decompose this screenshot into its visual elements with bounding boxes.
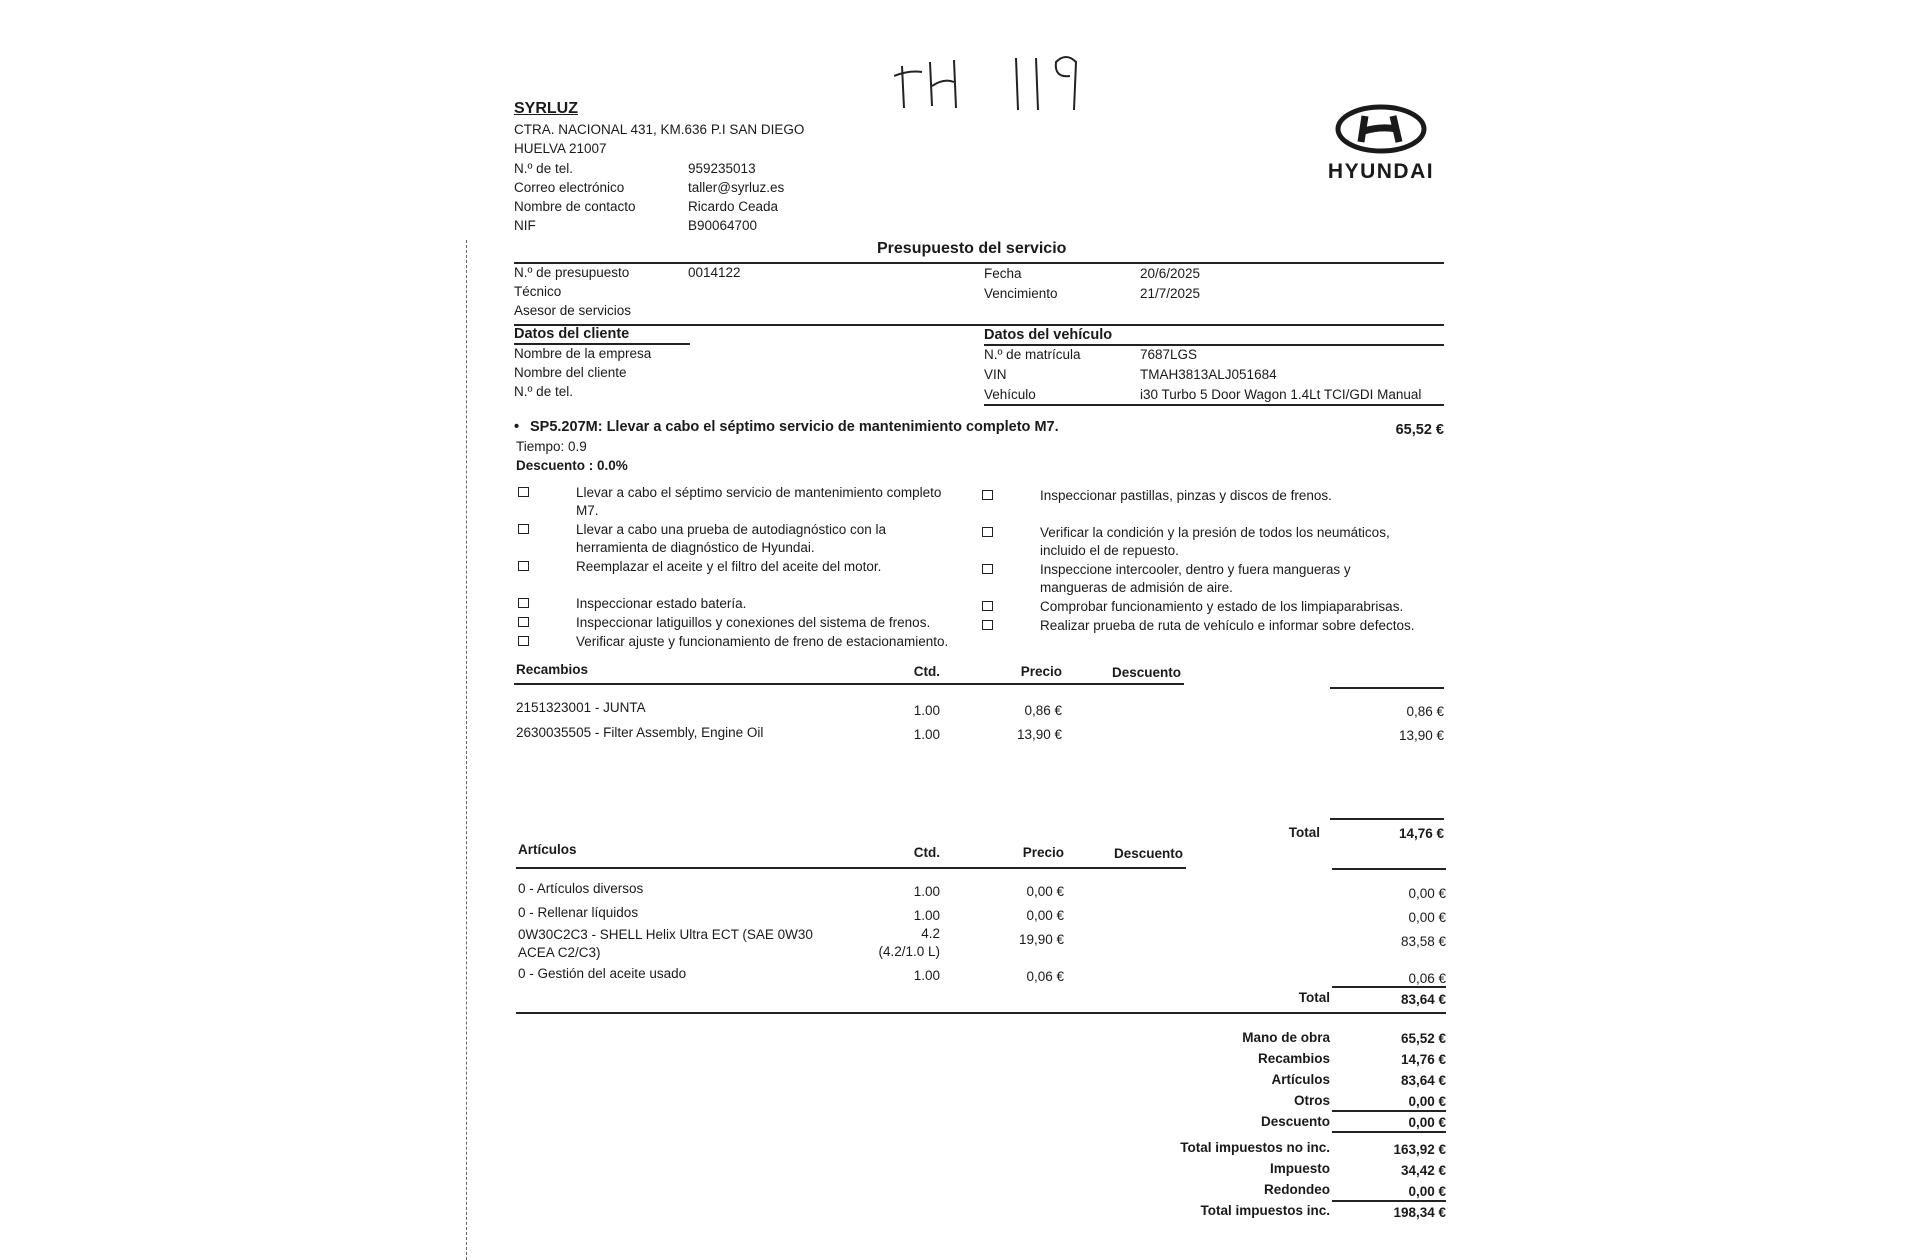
summary-labour-label: Mano de obra bbox=[1242, 1030, 1330, 1045]
date-value: 20/6/2025 bbox=[1140, 266, 1201, 281]
summary-tax-label: Impuesto bbox=[1269, 1161, 1330, 1176]
summary-articles-value: 83,64 € bbox=[1400, 1073, 1446, 1088]
vehicle-model-label: Vehículo bbox=[984, 387, 1036, 402]
articles-total-column-rule bbox=[1332, 868, 1446, 870]
summary-subtotal-value: 163,92 € bbox=[1393, 1142, 1446, 1157]
table-row-part-price: 0,86 € bbox=[1024, 703, 1062, 718]
service-title: SP5.207M: Llevar a cabo el séptimo servicio de mantenimiento completo M7. bbox=[530, 419, 1059, 435]
company-nif-value: B90064700 bbox=[688, 218, 758, 233]
table-row-article-price: 0,00 € bbox=[1026, 884, 1064, 899]
articles-total-value: 83,64 € bbox=[1400, 992, 1446, 1007]
parts-header-rule bbox=[514, 683, 1184, 685]
task-item: Verificar la condición y la presión de todos los neumáticos, incluido el de repuesto. bbox=[1040, 525, 1390, 558]
title-rule bbox=[514, 262, 1444, 264]
table-row-article-price: 0,06 € bbox=[1026, 969, 1064, 984]
task-item: Reemplazar el aceite y el filtro del aceite del motor. bbox=[576, 559, 882, 574]
summary-discount-rule bbox=[1332, 1131, 1446, 1133]
company-email-label: Correo electrónico bbox=[514, 180, 625, 195]
summary-articles-label: Artículos bbox=[1271, 1072, 1330, 1087]
task-item: Inspeccionar estado batería. bbox=[576, 596, 747, 611]
task-checkbox bbox=[982, 490, 993, 500]
summary-parts-value: 14,76 € bbox=[1400, 1052, 1446, 1067]
table-row-article-price: 0,00 € bbox=[1026, 908, 1064, 923]
task-checkbox bbox=[518, 487, 529, 497]
task-item: Llevar a cabo el séptimo servicio de mantenimiento completo M7. bbox=[576, 485, 942, 518]
task-checkbox bbox=[518, 598, 529, 608]
company-nif-label: NIF bbox=[514, 218, 536, 233]
articles-total-label: Total bbox=[1298, 990, 1330, 1005]
table-row-part-total: 13,90 € bbox=[1398, 728, 1444, 743]
quote-number-value: 0014122 bbox=[688, 265, 741, 280]
task-checkbox bbox=[982, 564, 993, 574]
company-address-line1: CTRA. NACIONAL 431, KM.636 P.I SAN DIEGO bbox=[514, 122, 805, 137]
parts-header-qty: Ctd. bbox=[913, 664, 940, 679]
articles-closing-rule bbox=[516, 1012, 1446, 1014]
due-date-value: 21/7/2025 bbox=[1140, 286, 1201, 301]
vehicle-heading: Datos del vehículo bbox=[984, 327, 1113, 343]
summary-others-rule bbox=[1332, 1110, 1446, 1112]
articles-header-discount: Descuento bbox=[1114, 846, 1184, 861]
service-discount: Descuento : 0.0% bbox=[516, 458, 628, 473]
vehicle-rule bbox=[984, 404, 1444, 406]
table-row-part-qty: 1.00 bbox=[913, 727, 940, 742]
company-name: SYRLUZ bbox=[514, 100, 578, 117]
task-checkbox bbox=[518, 617, 529, 627]
table-row-article-name: 0 - Artículos diversos bbox=[518, 881, 644, 896]
scan-edge bbox=[466, 240, 467, 1260]
table-row-article-total: 0,00 € bbox=[1408, 886, 1446, 901]
summary-rounding-value: 0,00 € bbox=[1408, 1184, 1446, 1199]
table-row-article-qty: 1.00 bbox=[913, 884, 940, 899]
task-checkbox bbox=[982, 601, 993, 611]
company-address-line2: HUELVA 21007 bbox=[514, 141, 607, 156]
company-contact-label: Nombre de contacto bbox=[514, 199, 636, 214]
parts-total-label: Total bbox=[1288, 825, 1320, 840]
table-row-article-price: 19,90 € bbox=[1018, 932, 1064, 947]
table-row-article-qty: 4.2 bbox=[921, 926, 940, 941]
plate-value: 7687LGS bbox=[1140, 347, 1198, 362]
articles-header-price: Precio bbox=[1022, 845, 1064, 860]
summary-grand-total-value: 198,34 € bbox=[1393, 1205, 1446, 1220]
summary-tax-value: 34,42 € bbox=[1400, 1163, 1446, 1178]
task-item: Inspeccionar pastillas, pinzas y discos de frenos. bbox=[1040, 488, 1332, 503]
task-item: Verificar ajuste y funcionamiento de freno de estacionamiento. bbox=[576, 634, 949, 649]
summary-discount-label: Descuento bbox=[1260, 1114, 1330, 1129]
due-date-label: Vencimiento bbox=[984, 286, 1058, 301]
table-row-article-name: 0W30C2C3 - SHELL Helix Ultra ECT (SAE 0W30 ACEA C2/C3) bbox=[518, 927, 813, 960]
parts-total-value: 14,76 € bbox=[1398, 826, 1444, 841]
vin-value: TMAH3813ALJ051684 bbox=[1140, 367, 1277, 382]
summary-subtotal-label: Total impuestos no inc. bbox=[1180, 1140, 1330, 1155]
date-label: Fecha bbox=[984, 266, 1022, 281]
articles-header-name: Artículos bbox=[518, 842, 577, 857]
task-checkbox bbox=[982, 527, 993, 537]
table-row-article-qty: 1.00 bbox=[913, 908, 940, 923]
summary-rounding-rule bbox=[1332, 1200, 1446, 1202]
client-heading: Datos del cliente bbox=[514, 326, 630, 342]
task-item: Inspeccionar latiguillos y conexiones del sistema de frenos. bbox=[576, 615, 931, 630]
task-checkbox bbox=[982, 620, 993, 630]
company-phone-value: 959235013 bbox=[688, 161, 756, 176]
table-row-part-qty: 1.00 bbox=[913, 703, 940, 718]
company-phone-label: N.º de tel. bbox=[514, 161, 573, 176]
task-checkbox bbox=[518, 636, 529, 646]
table-row-article-name: 0 - Gestión del aceite usado bbox=[518, 966, 687, 981]
summary-rounding-label: Redondeo bbox=[1264, 1182, 1330, 1197]
table-row-article-total: 0,06 € bbox=[1408, 971, 1446, 986]
vin-label: VIN bbox=[984, 367, 1007, 382]
summary-others-value: 0,00 € bbox=[1408, 1094, 1446, 1109]
summary-grand-total-label: Total impuestos inc. bbox=[1200, 1203, 1330, 1218]
company-email-value: taller@syrluz.es bbox=[688, 180, 785, 195]
vehicle-heading-rule bbox=[984, 344, 1444, 346]
task-checkbox bbox=[518, 561, 529, 571]
technician-label: Técnico bbox=[514, 284, 562, 299]
task-checkbox bbox=[518, 524, 529, 534]
parts-header-discount: Descuento bbox=[1112, 665, 1182, 680]
table-row-part-price: 13,90 € bbox=[1016, 727, 1062, 742]
service-time: Tiempo: 0.9 bbox=[516, 439, 587, 454]
task-item: Llevar a cabo una prueba de autodiagnóstico con la herramienta de diagnóstico de Hyundai. bbox=[576, 522, 886, 555]
table-row-part-name: 2151323001 - JUNTA bbox=[516, 700, 646, 715]
plate-label: N.º de matrícula bbox=[984, 347, 1081, 362]
parts-header-price: Precio bbox=[1020, 664, 1062, 679]
handwritten-note bbox=[894, 48, 1114, 123]
parts-header-name: Recambios bbox=[516, 662, 589, 677]
summary-parts-label: Recambios bbox=[1257, 1051, 1330, 1066]
task-item: Inspeccione intercooler, dentro y fuera mangueras y mangueras de admisión de aire. bbox=[1040, 562, 1351, 595]
summary-discount-value: 0,00 € bbox=[1408, 1115, 1446, 1130]
summary-labour-value: 65,52 € bbox=[1400, 1031, 1446, 1046]
brand-wordmark: HYUNDAI bbox=[1327, 160, 1435, 183]
table-row-part-total: 0,86 € bbox=[1406, 704, 1444, 719]
table-row-article-total: 0,00 € bbox=[1408, 910, 1446, 925]
table-row-article-total: 83,58 € bbox=[1400, 934, 1446, 949]
summary-others-label: Otros bbox=[1293, 1093, 1330, 1108]
company-contact-value: Ricardo Ceada bbox=[688, 199, 779, 214]
parts-total-column-rule bbox=[1330, 687, 1444, 689]
table-row-article-qty: 1.00 bbox=[913, 968, 940, 983]
client-phone-label: N.º de tel. bbox=[514, 384, 573, 399]
table-row-part-name: 2630035505 - Filter Assembly, Engine Oil bbox=[516, 725, 764, 740]
table-row-article-qty-detail: (4.2/1.0 L) bbox=[878, 944, 940, 959]
client-heading-rule bbox=[514, 343, 690, 345]
task-item: Realizar prueba de ruta de vehículo e informar sobre defectos. bbox=[1040, 618, 1415, 633]
hyundai-logo bbox=[1326, 104, 1436, 184]
client-company-label: Nombre de la empresa bbox=[514, 346, 652, 361]
client-name-label: Nombre del cliente bbox=[514, 365, 627, 380]
quote-number-label: N.º de presupuesto bbox=[514, 265, 630, 280]
document-title: Presupuesto del servicio bbox=[877, 240, 1067, 257]
service-price: 65,52 € bbox=[1395, 422, 1444, 438]
table-row-article-name: 0 - Rellenar líquidos bbox=[518, 905, 639, 920]
service-bullet: • bbox=[514, 419, 520, 435]
parts-total-rule bbox=[1330, 818, 1444, 820]
advisor-label: Asesor de servicios bbox=[514, 303, 632, 318]
articles-total-rule bbox=[1332, 986, 1446, 988]
header-rule bbox=[514, 324, 1444, 326]
articles-header-rule bbox=[516, 867, 1186, 869]
task-item: Comprobar funcionamiento y estado de los limpiaparabrisas. bbox=[1040, 599, 1404, 614]
articles-header-qty: Ctd. bbox=[913, 845, 940, 860]
vehicle-model-value: i30 Turbo 5 Door Wagon 1.4Lt TCI/GDI Manual bbox=[1140, 387, 1422, 402]
